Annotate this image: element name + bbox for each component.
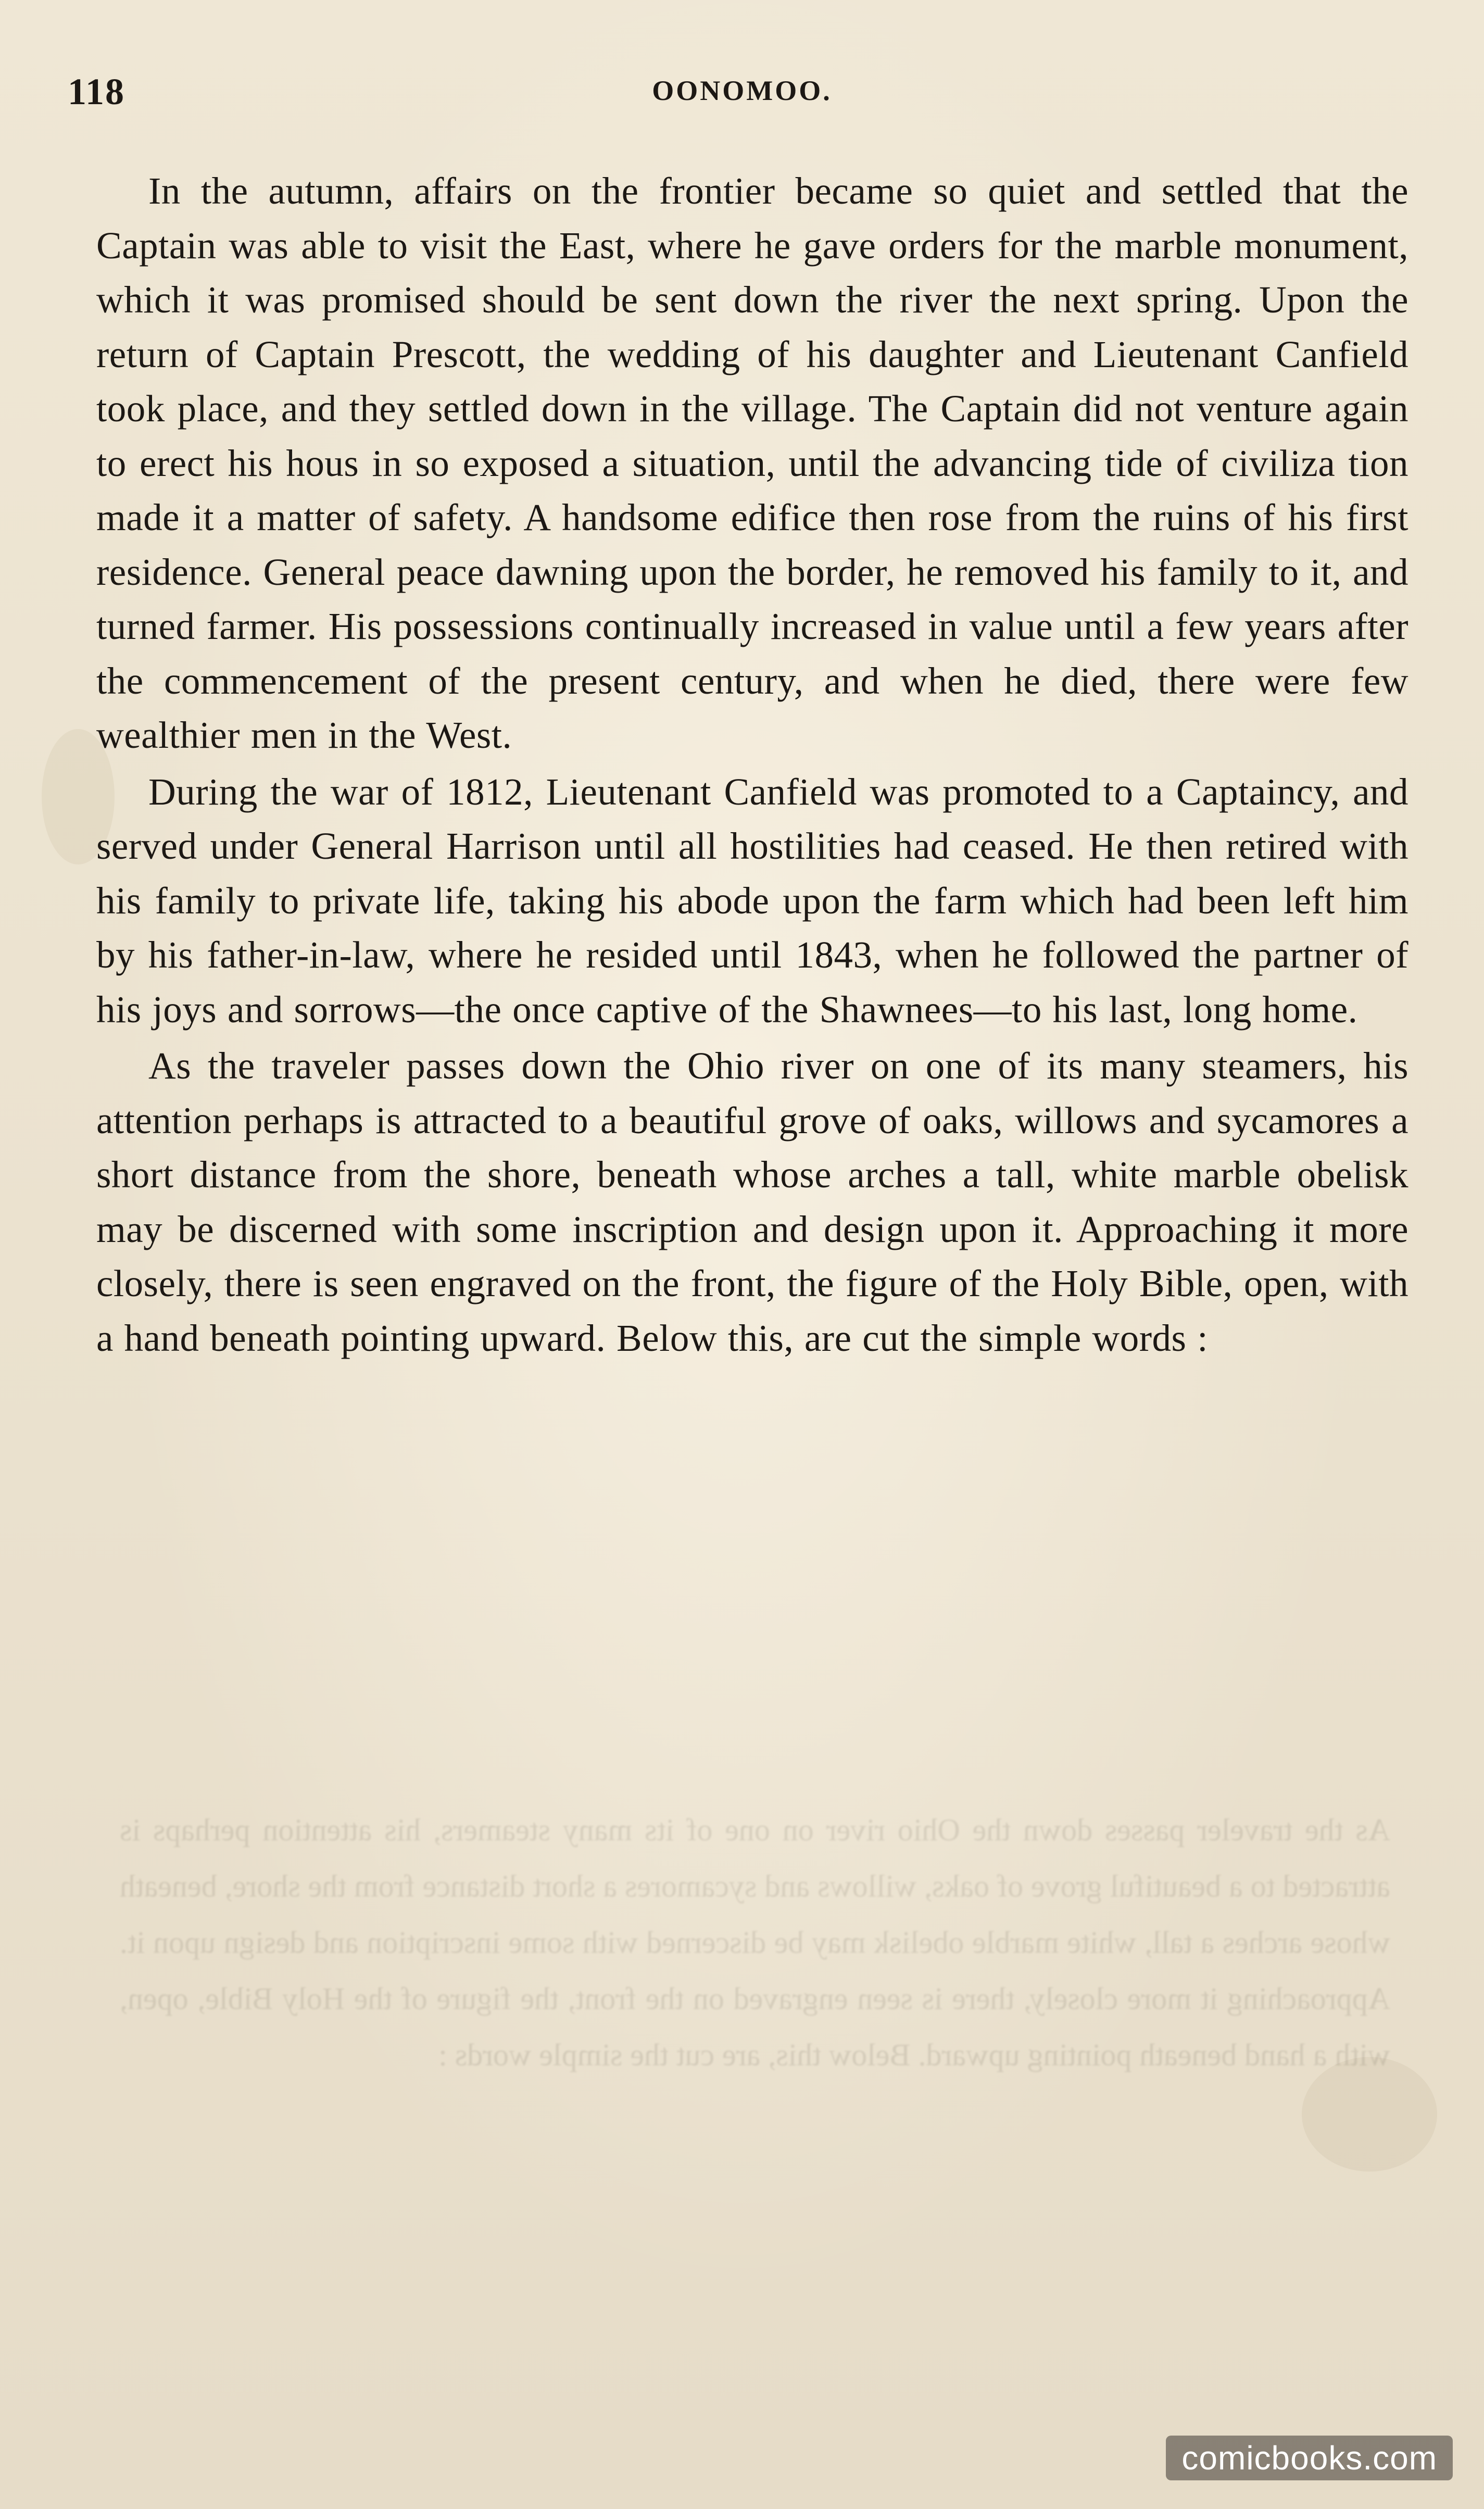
watermark: comicbooks.com [1166,2436,1453,2480]
page-number: 118 [68,71,125,112]
paragraph: As the traveler passes down the Ohio river on one of its many steamers, his attention perhaps is attracted to a beautiful grove of oaks, willows and sycamores a short distance from the shore, beneath whose arches a tall, white marble obelisk may be discerned with some inscription and design upon it. Approaching it more closely, there is seen engraved on the front, the figure of the Holy Bible, open, with a hand beneath pointing upward. Below this, are cut the simple words : [96,1045,1408,1359]
running-title: OONOMOO. [652,75,832,106]
body-text [96,164,1408,1365]
running-head [62,70,1422,117]
paragraph: During the war of 1812, Lieutenant Canfield was promoted to a Captaincy, and served under General Harrison until all hostilities had ceased. He then retired with his family to private life, taking his abode upon the farm which had been left him by his father-in-law, where he resided until 1843, when he followed the partner of his joys and sorrows—the once captive of the Shawnees—to his last, long home. [96,770,1408,1031]
show-through-text: As the traveler passes down the Ohio river on one of its many steamers, his attention perhaps is attracted to a beautiful grove of oaks, willows and sycamores a short distance from the shore, beneath whose arches a tall, white marble obelisk may be discerned with some inscription and design upon it. Approaching it more closely, there is seen engraved on the front, the figure of the Holy Bible, open, with a hand beneath pointing upward. Below this, are cut the simple words : [120,1813,1390,2072]
paragraph: In the autumn, affairs on the frontier became so quiet and settled that the Captain was able to visit the East, where he gave orders for the marble monument, which it was promised should be sent down the river the next spring. Upon the return of Captain Prescott, the wedding of his daughter and Lieutenant Canfield took place, and they settled down in the village. The Captain did not venture again to erect his hous in so exposed a situation, until the advancing tide of civiliza tion made it a matter of safety. A handsome edifice then rose from the ruins of his first residence. General peace dawning upon the border, he removed his family to it, and turned farmer. His possessions continually increased in value until a few years after the commencement of the present century, and when he died, there were few wealthier men in the West. [96,170,1408,756]
